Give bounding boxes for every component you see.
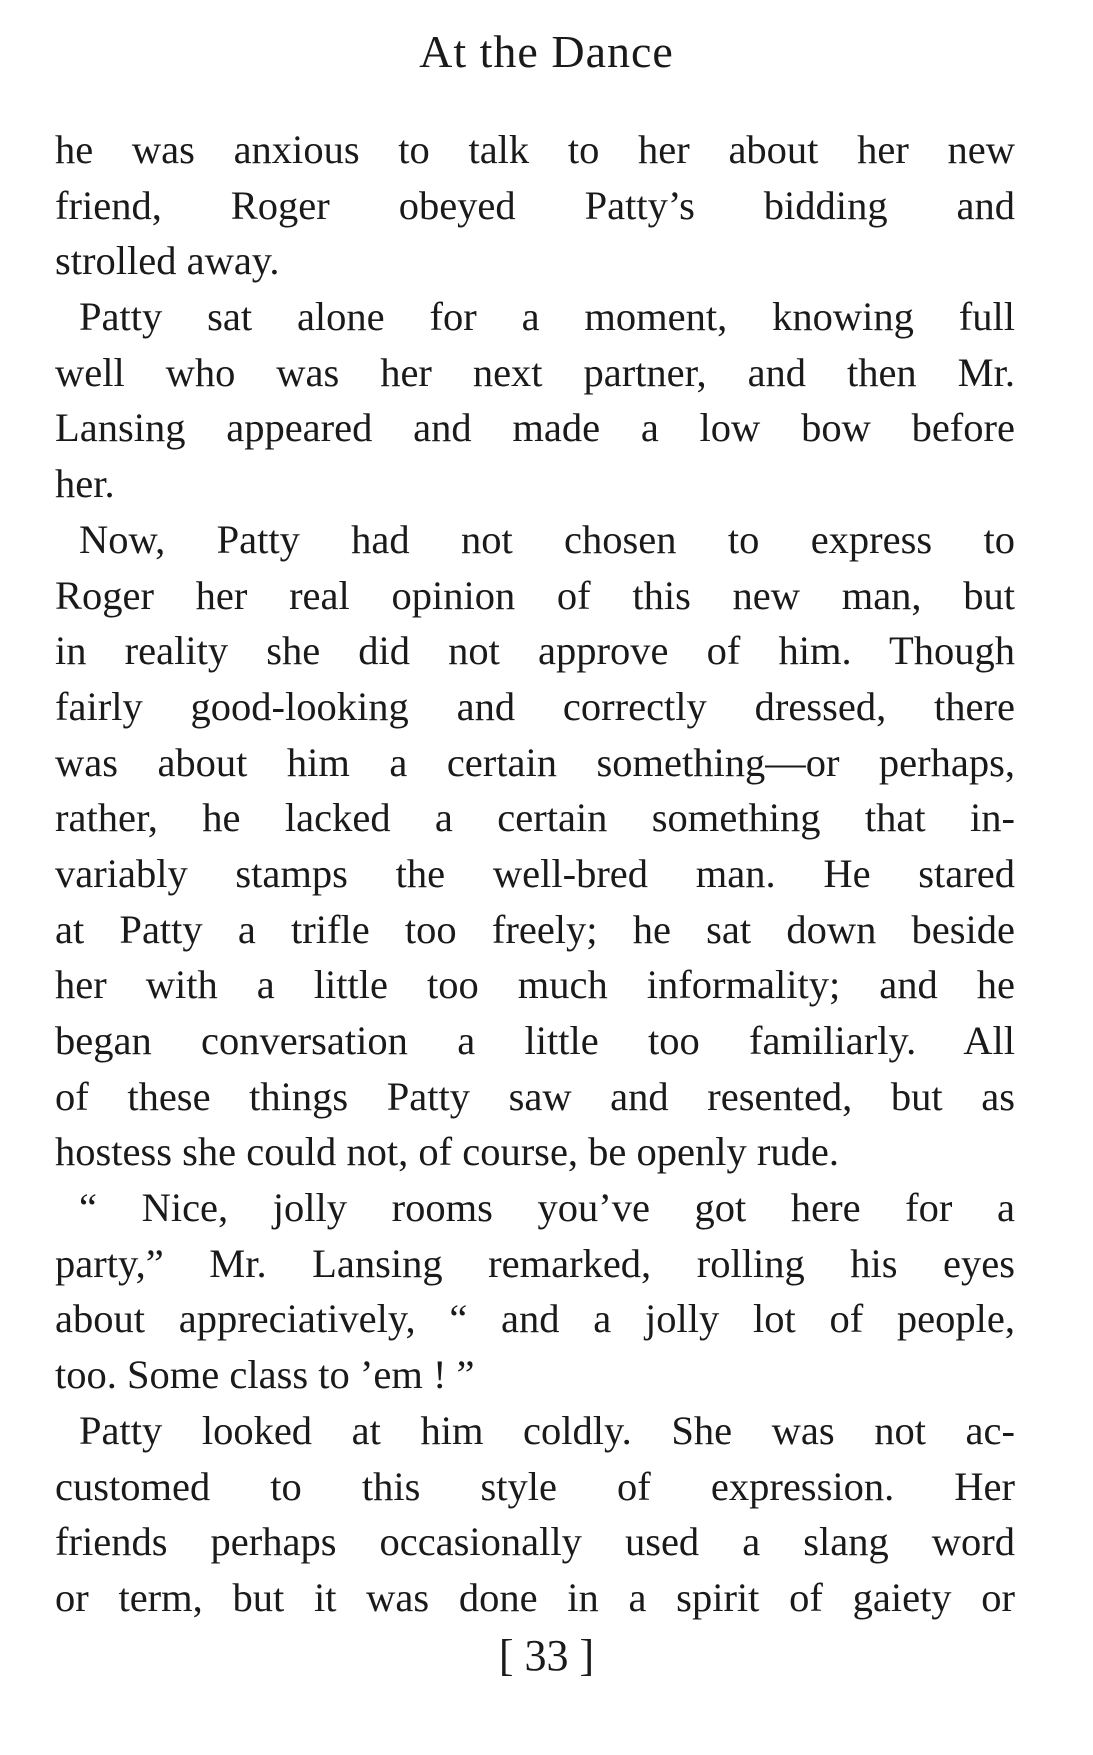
- text-line: customed to this style of expression. Her: [55, 1463, 1015, 1509]
- text-line: strolled away.: [55, 238, 280, 284]
- text-line: her with a little too much informality; and he: [55, 962, 1015, 1008]
- text-line: too. Some class to ’em ! ”: [55, 1352, 475, 1398]
- text-line: variably stamps the well-bred man. He stared: [55, 850, 1015, 896]
- text-line: friends perhaps occasionally used a slang word: [55, 1519, 1015, 1565]
- text-line: Roger her real opinion of this new man, but: [55, 572, 1015, 618]
- text-line: at Patty a trifle too freely; he sat down beside: [55, 906, 1015, 952]
- text-line: about appreciatively, “ and a jolly lot of people,: [55, 1296, 1015, 1342]
- text-line: friend, Roger obeyed Patty’s bidding and: [55, 182, 1015, 228]
- text-line: of these things Patty saw and resented, but as: [55, 1073, 1015, 1119]
- text-line: Lansing appeared and made a low bow before: [55, 405, 1015, 451]
- page-number: [ 33 ]: [498, 1631, 595, 1680]
- text-line: party,” Mr. Lansing remarked, rolling his eyes: [55, 1240, 1015, 1286]
- running-head: At the Dance: [419, 26, 674, 77]
- text-line: Patty sat alone for a moment, knowing full: [79, 294, 1015, 340]
- text-line: rather, he lacked a certain something that in-: [55, 795, 1015, 841]
- text-line: was about him a certain something—or perhaps,: [55, 739, 1015, 785]
- text-line: or term, but it was done in a spirit of gaiety or: [55, 1574, 1015, 1620]
- text-line: hostess she could not, of course, be openly rude.: [55, 1129, 839, 1175]
- text-line: began conversation a little too familiarly. All: [55, 1018, 1015, 1063]
- text-line: Patty looked at him coldly. She was not ac-: [79, 1407, 1015, 1453]
- text-line: he was anxious to talk to her about her new: [55, 127, 1015, 172]
- text-line: her.: [55, 461, 115, 507]
- text-line: in reality she did not approve of him. Though: [55, 628, 1015, 674]
- text-line: well who was her next partner, and then Mr.: [55, 349, 1015, 395]
- text-line: “ Nice, jolly rooms you’ve got here for a: [79, 1185, 1015, 1231]
- text-line: Now, Patty had not chosen to express to: [79, 516, 1015, 562]
- body-text: [55, 122, 1015, 1626]
- text-line: fairly good-looking and correctly dressed, there: [55, 683, 1015, 729]
